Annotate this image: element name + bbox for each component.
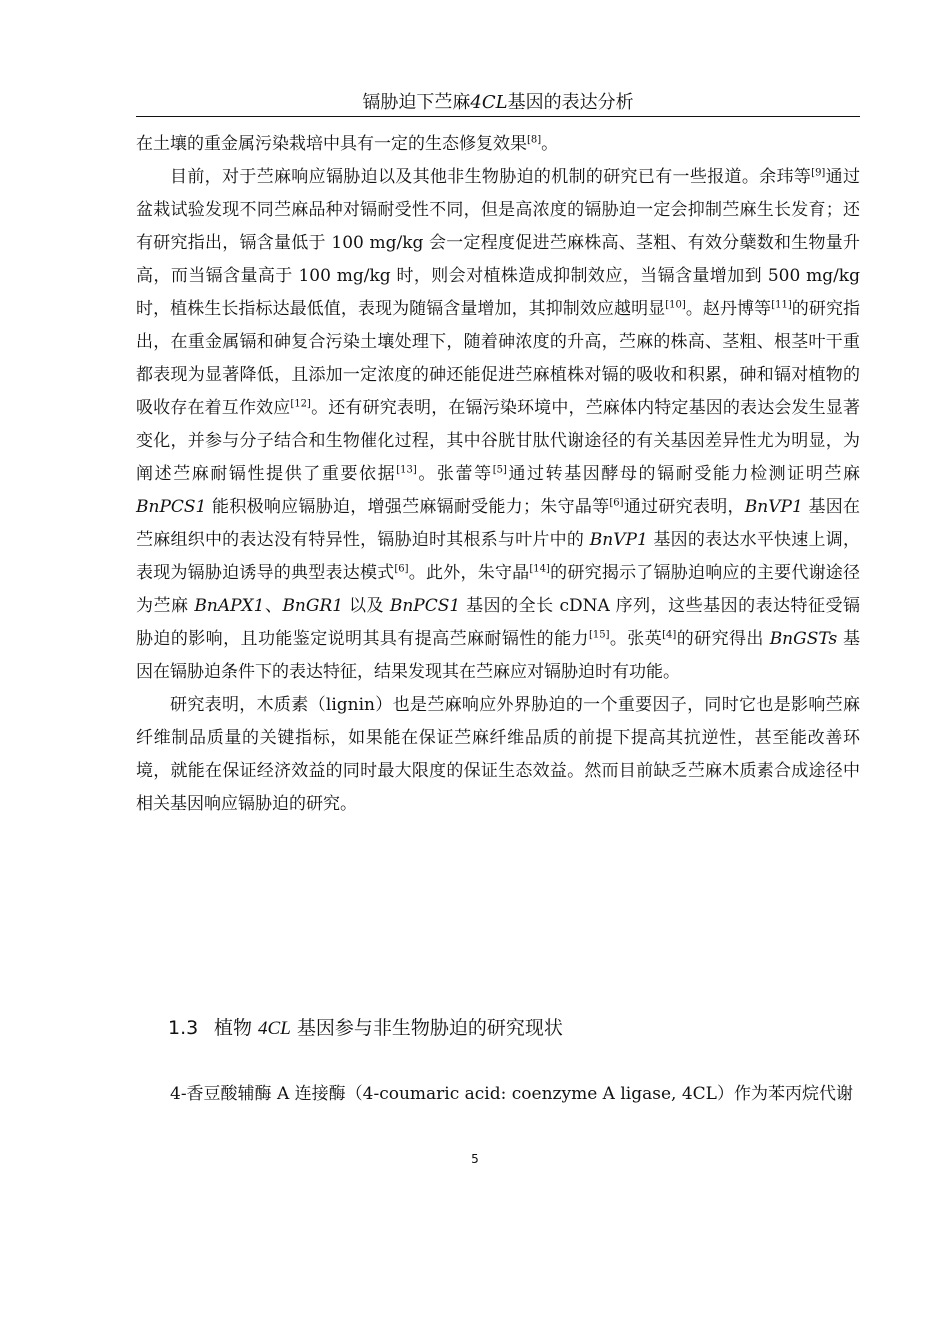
paragraph-3: 研究表明，木质素（lignin）也是苎麻响应外界胁迫的一个重要因子，同时它也是影响苎麻纤维制品质量的关键指标，如果能在保证苎麻纤维品质的前提下提高其抗逆性，甚至能改善环境，就能在保证经济效益的同时最大限度的保证生态效益。然而目前缺乏苎麻木质素合成途径中相关基因响应镉胁迫的研究。 [136, 695, 860, 814]
gene-name: BnPCS1 [389, 596, 461, 616]
main-body [136, 128, 860, 821]
text-run: 通过研究表明， [623, 497, 745, 517]
text-run: 。张英 [609, 629, 663, 649]
text-run: 基因在苎麻组织中的表达没有特异性，镉胁迫时其根系与叶片中的 [136, 497, 861, 550]
section-title-gene: 4CL [258, 1018, 291, 1039]
text-run: 基因的全长 cDNA 序列，这些基因的表达特征受镉胁迫的影响，且功能鉴定说明其具有提高苎麻耐镉性的能力 [136, 596, 861, 649]
citation: [8] [527, 134, 542, 146]
citation: [6] [394, 563, 409, 575]
text-run: 。张蕾等 [416, 464, 493, 484]
citation: [13] [396, 464, 417, 476]
text-run: 的研究指出，在重金属镉和砷复合污染土壤处理下，随着砷浓度的升高，苎麻的株高、茎粗、根茎叶干重都表现为显著降低，且添加一定浓度的砷还能促进苎麻植株对镉的吸收和积累，砷和镉对植物的吸收存在着互作效应 [136, 299, 861, 418]
text-run: 目前，对于苎麻响应镉胁迫以及其他非生物胁迫的机制的研究已有一些报道。余玮等 [170, 167, 812, 187]
text-run: 。此外，朱守晶 [408, 563, 530, 583]
paragraph-1-end: 。 [541, 134, 559, 154]
text-run: 基因的表达水平快速上调，表现为镉胁迫诱导的典型表达模式 [136, 530, 861, 583]
header-rule [136, 116, 860, 117]
citation: [14] [529, 563, 550, 575]
text-run: 。赵丹博等 [685, 299, 772, 319]
paragraph-4 [136, 1078, 860, 1111]
text-run: 的研究揭示了镉胁迫响应的主要代谢途径为苎麻 [136, 563, 861, 616]
gene-name: BnGSTs [769, 629, 838, 649]
paragraph-2 [136, 161, 860, 689]
citation: [6] [609, 497, 624, 509]
section-title-pre: 植物 [214, 1017, 259, 1039]
text-run: 、 [264, 596, 283, 616]
citation: [4] [662, 629, 677, 641]
paragraph-1 [136, 128, 860, 161]
text-run: 能积极响应镉胁迫，增强苎麻镉耐受能力；朱守晶等 [206, 497, 610, 517]
header-title-pre: 镉胁迫下苎麻 [362, 92, 471, 113]
header-title-gene: 4CL [470, 92, 508, 113]
gene-name: BnPCS1 [136, 497, 207, 517]
header-title-post: 基因的表达分析 [507, 92, 634, 113]
running-header [136, 92, 860, 114]
page-number: 5 [471, 1152, 479, 1166]
text-run: 通过盆栽试验发现不同苎麻品种对镉耐受性不同，但是高浓度的镉胁迫一定会抑制苎麻生长发育；还有研究指出，镉含量低于 100 mg/kg 会一定程度促进苎麻株高、茎粗、有效分蘖数和生物量升高，而当镉含量高于 100 mg/kg 时，则会对植株造成抑制效应，当镉含量增加到 500 mg/kg 时，植株生长指标达最低值，表现为随镉含量增加，其抑制效应越明显 [136, 167, 861, 319]
citation: [9] [811, 167, 826, 179]
gene-name: BnVP1 [589, 530, 648, 550]
section-heading [168, 1013, 563, 1044]
paragraph-1-text: 在土壤的重金属污染栽培中具有一定的生态修复效果 [136, 134, 527, 154]
text-run: 基因在镉胁迫条件下的表达特征，结果发现其在苎麻应对镉胁迫时有功能。 [136, 629, 861, 682]
section-title-post: 基因参与非生物胁迫的研究现状 [290, 1017, 563, 1039]
section-number: 1.3 [168, 1017, 199, 1039]
gene-name: BnGR1 [282, 596, 344, 616]
gene-name: BnVP1 [744, 497, 803, 517]
citation: [15] [588, 629, 610, 641]
text-run: 。还有研究表明，在镉污染环境中，苎麻体内特定基因的表达会发生显著变化，并参与分子结合和生物催化过程，其中谷胱甘肽代谢途径的有关基因差异性尤为明显，为阐述苎麻耐镉性提供了重要依据 [136, 398, 861, 484]
text-run: 以及 [343, 596, 390, 616]
text-run: 通过转基因酵母的镉耐受能力检测证明苎麻 [506, 464, 861, 484]
text-run: 的研究得出 [676, 629, 770, 649]
gene-name: BnAPX1 [194, 596, 265, 616]
paragraph-4-text: 4-香豆酸辅酶 A 连接酶（4-coumaric acid: coenzyme A ligase, 4CL）作为苯丙烷代谢 [170, 1084, 853, 1104]
citation: [10] [665, 299, 686, 311]
citation: [12] [290, 398, 311, 410]
citation: [5] [492, 464, 507, 476]
citation: [11] [771, 299, 792, 311]
